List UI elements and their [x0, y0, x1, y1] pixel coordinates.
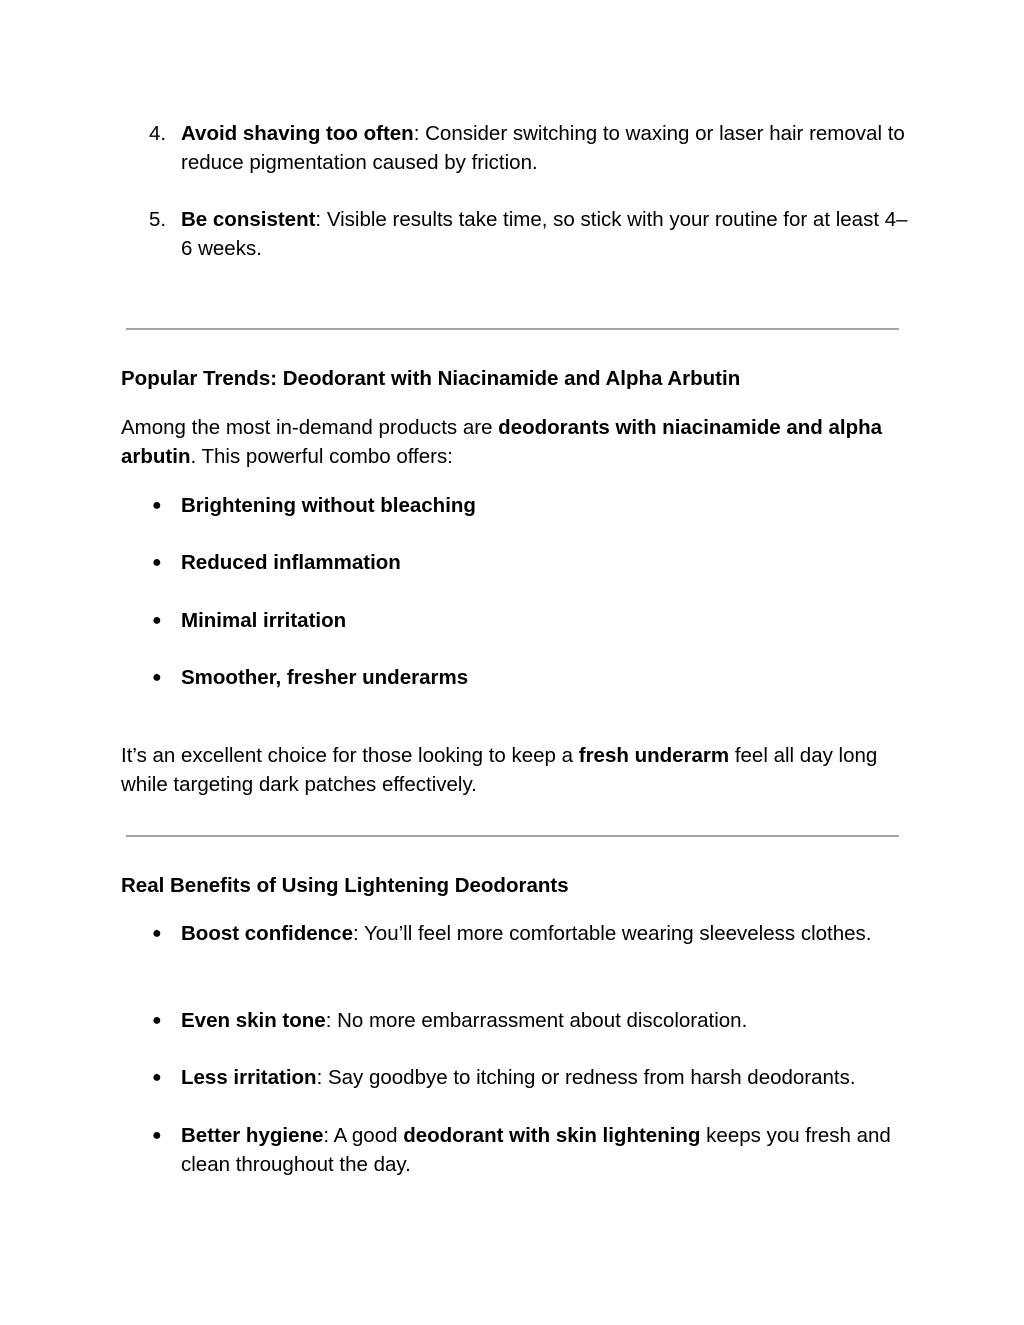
benefit-text: : No more embarrassment about discoloration.: [325, 1009, 748, 1032]
list-item-bullet: [152, 606, 911, 635]
closing-text: It’s an excellent choice for those looking to keep a: [121, 744, 579, 767]
intro-text-end: . This powerful combo offers:: [190, 445, 453, 468]
list-number: 4.: [149, 122, 167, 145]
bullet-icon: ●: [152, 1069, 162, 1086]
benefit-title: Even skin tone: [181, 1009, 326, 1032]
intro-text: Among the most in-demand products are: [121, 416, 499, 439]
benefit-bold-phrase: deodorant with skin lightening: [403, 1124, 701, 1147]
bullet-text: Reduced inflammation: [181, 551, 401, 574]
benefit-text-end: keeps you fresh and clean throughout the day.: [181, 1124, 891, 1176]
list-item-step-5: [149, 205, 911, 263]
step-title: Be consistent: [181, 208, 316, 231]
bullet-text: Minimal irritation: [181, 609, 347, 632]
step-text: : Consider switching to waxing or laser hair removal to reduce pigmentation caused by friction.: [181, 122, 905, 174]
bullet-text: Brightening without bleaching: [181, 494, 476, 517]
bullet-icon: ●: [152, 554, 162, 571]
list-item-benefit: [152, 1063, 921, 1092]
bullet-icon: ●: [152, 497, 162, 514]
list-item-bullet: [152, 663, 911, 692]
horizontal-divider: [126, 835, 899, 837]
bullet-icon: ●: [152, 1012, 162, 1029]
closing-bold: fresh underarm: [578, 744, 730, 767]
horizontal-divider: [126, 328, 899, 330]
bullet-icon: ●: [152, 612, 162, 629]
benefit-text: : A good: [323, 1124, 404, 1147]
benefit-title: Boost confidence: [181, 922, 353, 945]
list-item-bullet: [152, 548, 911, 577]
list-number: 5.: [149, 208, 167, 231]
section-heading-trends: Popular Trends: Deodorant with Niacinamide and Alpha Arbutin: [121, 367, 741, 390]
list-item-benefit: [152, 1006, 911, 1035]
step-title: Avoid shaving too often: [181, 122, 414, 145]
step-text: : Visible results take time, so stick with your routine for at least 4–6 weeks.: [181, 208, 908, 260]
trends-closing-paragraph: [121, 741, 901, 799]
benefit-title: Less irritation: [181, 1066, 317, 1089]
bullet-text: Smoother, fresher underarms: [181, 666, 469, 689]
bullet-icon: ●: [152, 1127, 162, 1144]
benefit-text: : Say goodbye to itching or redness from harsh deodorants.: [316, 1066, 856, 1089]
list-item-bullet: [152, 491, 911, 520]
closing-text-end: feel all day long while targeting dark patches effectively.: [121, 744, 878, 796]
list-item-step-4: [149, 119, 911, 177]
bullet-icon: ●: [152, 669, 162, 686]
section-heading-benefits: Real Benefits of Using Lightening Deodorants: [121, 874, 569, 897]
intro-bold: deodorants with niacinamide and alpha arbutin: [121, 416, 883, 468]
list-item-benefit: [152, 1121, 911, 1179]
list-item-benefit: [152, 919, 911, 948]
trends-intro-paragraph: [121, 413, 901, 471]
benefit-title: Better hygiene: [181, 1124, 324, 1147]
bullet-icon: ●: [152, 925, 162, 942]
benefit-text: : You’ll feel more comfortable wearing sleeveless clothes.: [353, 922, 872, 945]
